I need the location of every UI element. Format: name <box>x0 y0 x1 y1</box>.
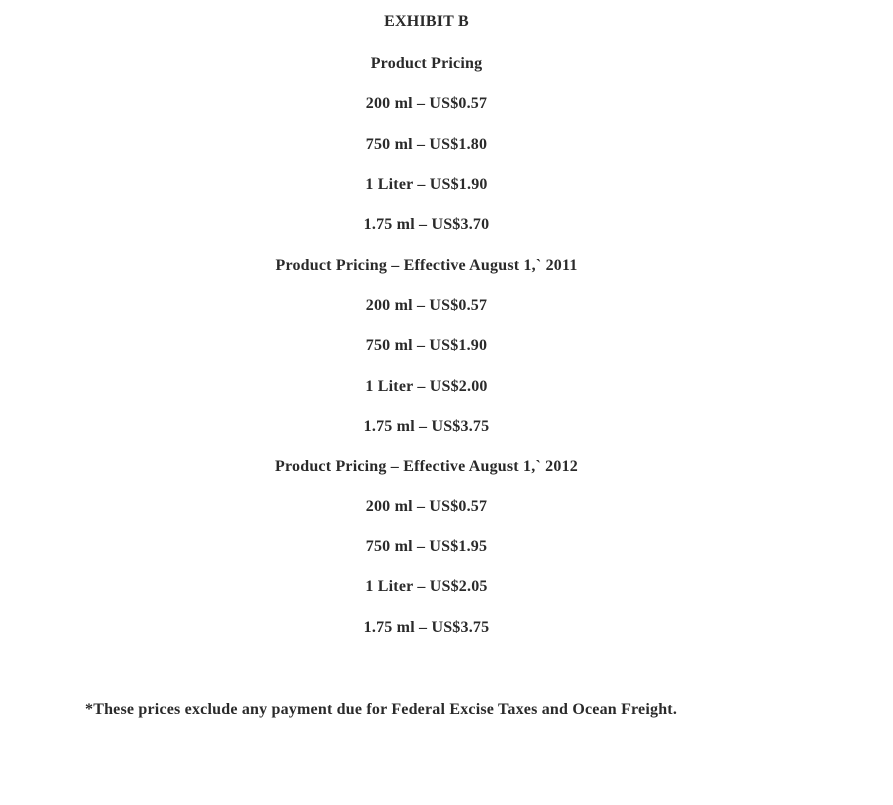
price-line-1liter: 1 Liter – US$1.90 <box>365 176 488 193</box>
price-line-175ml: 1.75 ml – US$3.75 <box>363 418 490 435</box>
price-line-175ml: 1.75 ml – US$3.70 <box>363 216 490 233</box>
price-line-1liter: 1 Liter – US$2.00 <box>365 378 488 395</box>
price-line-200ml: 200 ml – US$0.57 <box>365 95 488 112</box>
price-line-750ml: 750 ml – US$1.90 <box>365 337 488 354</box>
section-heading-pricing: Product Pricing <box>370 55 483 72</box>
price-line-175ml: 1.75 ml – US$3.75 <box>363 619 490 636</box>
price-line-750ml: 750 ml – US$1.80 <box>365 136 488 153</box>
section-heading-2011: Product Pricing – Effective August 1,` 2011 <box>275 257 578 274</box>
footnote: *These prices exclude any payment due for Federal Excise Taxes and Ocean Freight. <box>85 701 678 718</box>
price-line-200ml: 200 ml – US$0.57 <box>365 297 488 314</box>
price-line-750ml: 750 ml – US$1.95 <box>365 538 488 555</box>
price-line-1liter: 1 Liter – US$2.05 <box>365 578 488 595</box>
exhibit-title: EXHIBIT B <box>384 13 469 30</box>
price-line-200ml: 200 ml – US$0.57 <box>365 498 488 515</box>
section-heading-2012: Product Pricing – Effective August 1,` 2012 <box>275 458 578 475</box>
